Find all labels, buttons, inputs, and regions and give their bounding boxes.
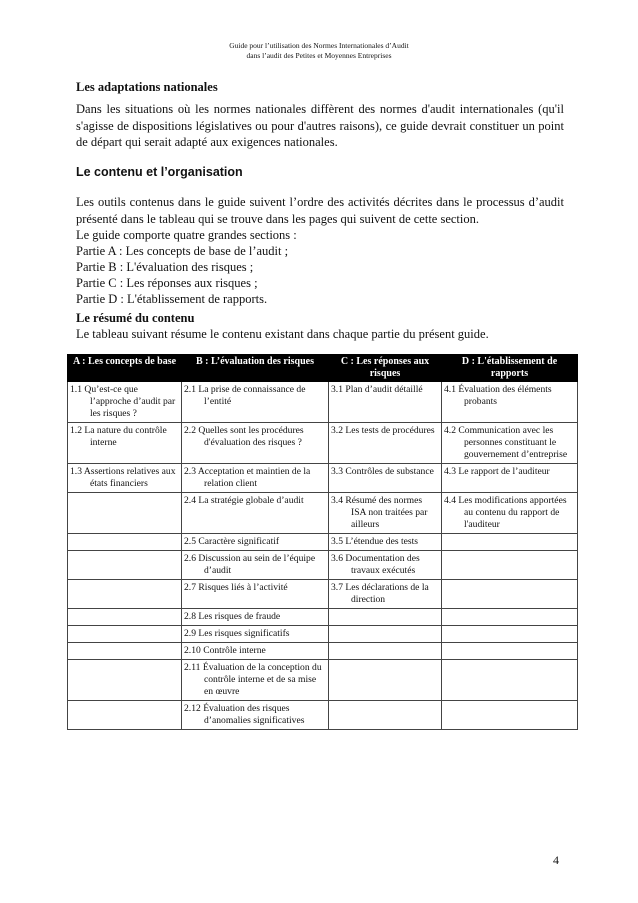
table-row <box>68 626 578 643</box>
table-cell <box>182 551 329 580</box>
cell-text: 4.4 Les modifications apportées au contenu du rapport de l'auditeur <box>444 495 567 530</box>
table-cell <box>442 493 578 534</box>
table-cell <box>329 701 442 730</box>
cell-text: 2.3 Acceptation et maintien de la relation client <box>184 466 311 489</box>
cell-text: 3.3 Contrôles de substance <box>331 466 434 477</box>
table-cell <box>442 423 578 464</box>
table-cell <box>68 626 182 643</box>
table-cell <box>329 626 442 643</box>
table-cell <box>182 626 329 643</box>
table-cell <box>68 609 182 626</box>
table-cell <box>329 660 442 701</box>
table-cell <box>68 382 182 423</box>
table-header-row <box>68 355 578 382</box>
page-number: 4 <box>553 853 559 867</box>
section-paragraph: Le tableau suivant résume le contenu existant dans chaque partie du présent guide. <box>76 327 489 341</box>
cell-text: 4.3 Le rapport de l’auditeur <box>444 466 550 477</box>
cell-text: 3.1 Plan d’audit détaillé <box>331 384 423 395</box>
table-cell <box>68 701 182 730</box>
table-cell <box>329 464 442 493</box>
table-cell <box>442 551 578 580</box>
section-paragraph: Dans les situations où les normes nationales diffèrent des normes d'audit internationales (qu'il s'agisse de dispositions législatives ou pour d'autres raisons), ce guide devrait constituer un point de départ qui serait adapté aux exigences nationales. <box>76 102 564 149</box>
table-cell <box>329 382 442 423</box>
cell-text: 4.1 Évaluation des éléments probants <box>444 384 552 407</box>
table-cell <box>442 701 578 730</box>
section-paragraph: Les outils contenus dans le guide suivent l’ordre des activités décrites dans le processus d’audit présenté dans le tableau qui se trouve dans les pages qui suivent de cette section. <box>76 195 564 226</box>
cell-text: 2.1 La prise de connaissance de l’entité <box>184 384 306 407</box>
list-line: Partie A : Les concepts de base de l’audit ; <box>76 244 289 258</box>
guide-parts-list <box>76 227 564 307</box>
section-title: Le résumé du contenu <box>76 311 195 325</box>
cell-text: 3.7 Les déclarations de la direction <box>331 582 429 605</box>
list-line: Partie C : Les réponses aux risques ; <box>76 276 258 290</box>
cell-text: 2.9 Les risques significatifs <box>184 628 290 639</box>
cell-text: 2.5 Caractère significatif <box>184 536 280 547</box>
table-cell <box>68 423 182 464</box>
cell-text: 2.11 Évaluation de la conception du contrôle interne et de sa mise en œuvre <box>184 662 322 697</box>
list-line: Partie B : L'évaluation des risques ; <box>76 260 254 274</box>
table-cell <box>329 423 442 464</box>
table-cell <box>68 551 182 580</box>
list-line: Partie D : L'établissement de rapports. <box>76 292 268 306</box>
cell-text: 1.3 Assertions relatives aux états financiers <box>70 466 176 489</box>
table-cell <box>68 534 182 551</box>
header-line-2: dans l’audit des Petites et Moyennes Entreprises <box>246 51 392 60</box>
table-row <box>68 382 578 423</box>
content-summary-table <box>67 354 578 730</box>
table-cell <box>442 580 578 609</box>
cell-text: 1.2 La nature du contrôle interne <box>70 425 167 448</box>
table-cell <box>68 493 182 534</box>
table-cell <box>182 534 329 551</box>
table-row <box>68 660 578 701</box>
table-row <box>68 464 578 493</box>
header-line-1: Guide pour l’utilisation des Normes Internationales d’Audit <box>229 41 409 50</box>
table-cell <box>442 382 578 423</box>
cell-text: 2.12 Évaluation des risques d’anomalies significatives <box>184 703 305 726</box>
table-cell <box>182 464 329 493</box>
table-row <box>68 609 578 626</box>
table-cell <box>329 534 442 551</box>
table-row <box>68 580 578 609</box>
table-cell <box>442 660 578 701</box>
cell-text: 2.2 Quelles sont les procédures d'évaluation des risques ? <box>184 425 304 448</box>
section-content-organisation <box>76 165 564 307</box>
table-cell <box>329 643 442 660</box>
table-cell <box>182 609 329 626</box>
cell-text: 2.4 La stratégie globale d’audit <box>184 495 304 506</box>
table-row <box>68 423 578 464</box>
table-cell <box>182 493 329 534</box>
section-content-summary <box>76 311 564 342</box>
table-cell <box>329 493 442 534</box>
table-cell <box>442 626 578 643</box>
table-cell <box>182 580 329 609</box>
table-cell <box>442 464 578 493</box>
cell-text: 2.7 Risques liés à l’activité <box>184 582 288 593</box>
table-cell <box>182 643 329 660</box>
cell-text: 3.4 Résumé des normes ISA non traitées par ailleurs <box>331 495 428 530</box>
section-title: Le contenu et l’organisation <box>76 165 243 179</box>
table-cell <box>68 464 182 493</box>
table-cell <box>329 580 442 609</box>
cell-text: 2.8 Les risques de fraude <box>184 611 281 622</box>
table-cell <box>182 701 329 730</box>
cell-text: 2.10 Contrôle interne <box>184 645 266 656</box>
cell-text: 1.1 Qu’est-ce que l’approche d’audit par les risques ? <box>70 384 176 419</box>
section-national-adaptations <box>76 80 564 151</box>
table-row <box>68 493 578 534</box>
table-cell <box>442 609 578 626</box>
table-cell <box>68 580 182 609</box>
running-header <box>0 41 638 61</box>
table-row <box>68 701 578 730</box>
column-header: D : L'établissement de rapports <box>442 355 578 382</box>
table-row <box>68 534 578 551</box>
table-cell <box>329 609 442 626</box>
cell-text: 3.5 L’étendue des tests <box>331 536 419 547</box>
cell-text: 3.6 Documentation des travaux exécutés <box>331 553 420 576</box>
table-cell <box>182 423 329 464</box>
column-header: C : Les réponses aux risques <box>329 355 442 382</box>
table-cell <box>182 660 329 701</box>
table-cell <box>68 643 182 660</box>
cell-text: 2.6 Discussion au sein de l’équipe d’audit <box>184 553 316 576</box>
column-header: A : Les concepts de base <box>68 355 182 382</box>
table-row <box>68 643 578 660</box>
section-title: Les adaptations nationales <box>76 80 218 94</box>
table-row <box>68 551 578 580</box>
table-cell <box>442 643 578 660</box>
table-cell <box>68 660 182 701</box>
column-header: B : L’évaluation des risques <box>182 355 329 382</box>
cell-text: 3.2 Les tests de procédures <box>331 425 435 436</box>
table-cell <box>442 534 578 551</box>
table-cell <box>329 551 442 580</box>
list-line: Le guide comporte quatre grandes sections : <box>76 228 297 242</box>
cell-text: 4.2 Communication avec les personnes constituant le gouvernement d’entreprise <box>444 425 568 460</box>
table-cell <box>182 382 329 423</box>
